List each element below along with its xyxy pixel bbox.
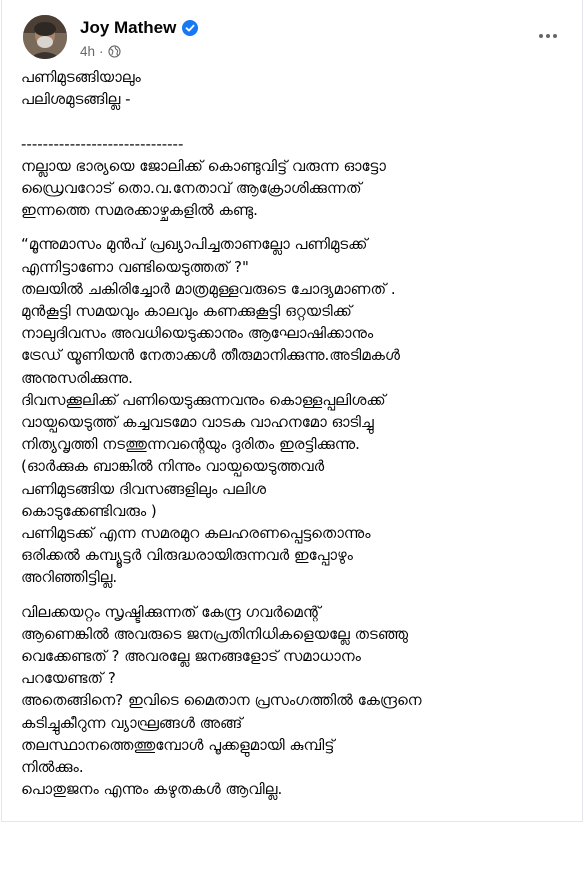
more-dot <box>539 34 543 38</box>
post-paragraph: വിലക്കയറ്റം സൃഷ്ടിക്കുന്നത് കേന്ദ്ര ഗവർമെന്റ് ആണെങ്കിൽ അവരുടെ ജനപ്രതിനിധികളെയല്ലേ തടഞ്ഞു വെക്കേണ്ടത് ? അവരല്ലേ ജനങ്ങളോട് സമാധാനം പറയേണ്ടത് ? അതെങ്ങിനെ? ഇവിടെ മൈതാന പ്രസംഗത്തിൽ കേന്ദ്രനെ കടിച്ചുകീറുന്ന വ്യാഘ്രങ്ങൾ അങ്ങ് തലസ്ഥാനത്തെത്തുമ്പോൾ പൂക്കളുമായി കുമ്പിട്ട് നിൽക്കും. പൊതുജനം എന്നും കഴുതകൾ ആവില്ല. <box>21 602 422 799</box>
more-dot <box>553 34 557 38</box>
more-dot <box>546 34 550 38</box>
post-paragraph: “മൂന്നുമാസം മുൻപ് പ്രഖ്യാപിച്ചതാണല്ലോ പണിമുടക്ക് എന്നിട്ടാണോ വണ്ടിയെടുത്തത് ?" തലയിൽ ചകിരിച്ചോർ മാത്രമുള്ളവരുടെ ചോദ്യമാണത് . മുൻകൂട്ടി സമയവും കാലവും കണക്കുകൂട്ടി ഒറ്റയടിക്ക് നാലുദിവസം അവധിയെടുക്കാനും ആഘോഷിക്കാനും ട്രേഡ് യൂണിയൻ നേതാക്കൾ തീരുമാനിക്കുന്നു.അടിമകൾ അനുസരിക്കുന്നു. ദിവസക്കൂലിക്ക് പണിയെടുക്കുന്നവനും കൊള്ളപ്പലിശക്ക് വായ്പയെടുത്ത് കച്ചവടമോ വാടക വാഹനമോ ഓടിച്ചു നിത്യവൃത്തി നടത്തുന്നവന്റെയും ദുരിതം ഇരട്ടിക്കുന്നു. (ഓർക്കുക ബാങ്കിൽ നിന്നും വായ്പയെടുത്തവർ പണിമുടങ്ങിയ ദിവസങ്ങളിലും പലിശ കൊടുക്കേണ്ടിവരും ) പണിമുടക്ക് എന്ന സമരമുറ കലഹരണപ്പെട്ടതൊന്നും ഒരിക്കൽ കമ്പ്യൂട്ടർ വിരുദ്ധരായിരുന്നവർ ഇപ്പോഴും അറിഞ്ഞിട്ടില്ല. <box>21 235 400 587</box>
post-body <box>21 66 573 801</box>
more-options-button[interactable] <box>534 26 562 46</box>
verified-badge-icon <box>182 20 198 36</box>
post-paragraph: പണിമുടങ്ങിയാലും പലിശമുടങ്ങില്ല - ------------------------------ നല്ലായ ഭാര്യയെ ജോലിക്ക് കൊണ്ടുവിട്ട് വരുന്ന ഓട്ടോ ഡ്രൈവറോട് തൊ.വ.നേതാവ് ആക്രോശിക്കുന്നത് ഇന്നത്തെ സമരക്കാഴ്ചകളിൽ കണ്ടു. <box>21 68 386 220</box>
post-card <box>1 0 583 822</box>
globe-icon[interactable] <box>108 45 121 58</box>
author-name[interactable]: Joy Mathew <box>80 18 177 37</box>
profile-photo <box>23 15 67 59</box>
paragraph-gap <box>21 589 573 601</box>
author-row <box>80 18 198 38</box>
paragraph-gap <box>21 221 573 233</box>
meta-separator: · <box>99 44 104 59</box>
post-timestamp[interactable]: 4h <box>80 44 96 59</box>
post-meta <box>80 44 121 59</box>
post-header <box>2 12 582 62</box>
avatar[interactable] <box>23 15 67 59</box>
